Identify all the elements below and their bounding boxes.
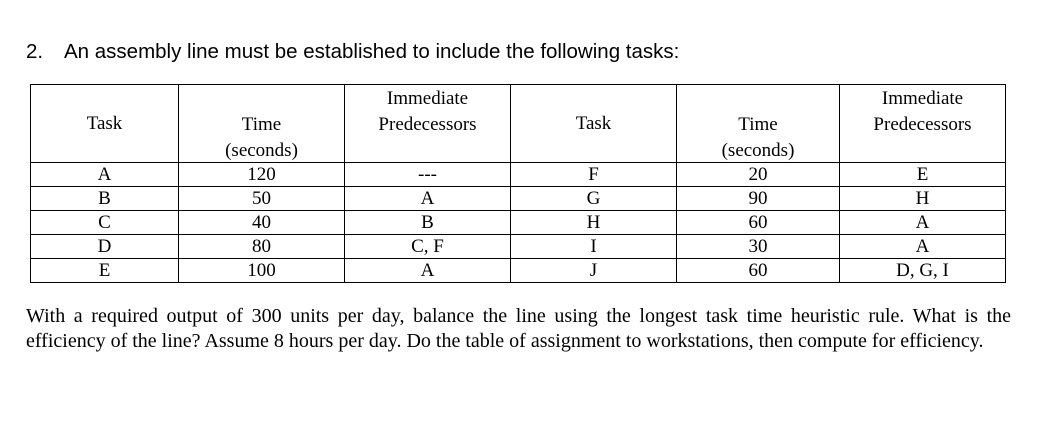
header-task-left — [31, 85, 179, 163]
cell-time-right: 20 — [677, 163, 840, 187]
cell-pred-left: A — [345, 187, 511, 211]
table-row — [31, 211, 1006, 235]
cell-pred-right: A — [840, 235, 1006, 259]
table-row — [31, 235, 1006, 259]
cell-pred-right: H — [840, 187, 1006, 211]
cell-time-right: 30 — [677, 235, 840, 259]
header-time-right-label: Time — [738, 114, 778, 135]
cell-task-right: I — [511, 235, 677, 259]
table-row — [31, 259, 1006, 283]
question-text: An assembly line must be established to include the following tasks: — [64, 40, 680, 63]
header-time-left-unit: (seconds) — [225, 140, 298, 161]
header-pred-left-line2: Predecessors — [378, 114, 477, 135]
cell-task-left: E — [31, 259, 179, 283]
header-time-right-unit: (seconds) — [721, 140, 795, 161]
cell-task-left: A — [31, 163, 179, 187]
header-task-right-label: Task — [575, 113, 612, 134]
cell-time-left: 100 — [179, 259, 345, 283]
header-pred-left-line1: Immediate — [386, 88, 469, 109]
cell-pred-left: A — [345, 259, 511, 283]
cell-time-left: 120 — [179, 163, 345, 187]
header-pred-right — [840, 85, 1006, 163]
question-number: 2. — [26, 40, 44, 63]
table-header-row — [31, 85, 1006, 163]
instructions-paragraph: With a required output of 300 units per day, balance the line using the longest task time heuristic rule. What is the efficiency of the line? Assume 8 hours per day. Do the table of assignment to workstations, then compute for efficiency. — [26, 305, 1011, 352]
cell-time-left: 40 — [179, 211, 345, 235]
table-row — [31, 187, 1006, 211]
header-pred-right-line1: Immediate — [881, 88, 964, 109]
cell-task-left: D — [31, 235, 179, 259]
cell-pred-left: C, F — [345, 235, 511, 259]
header-pred-right-line2: Predecessors — [873, 114, 972, 135]
header-task-right — [511, 85, 677, 163]
cell-task-right: J — [511, 259, 677, 283]
cell-task-right: G — [511, 187, 677, 211]
cell-task-right: H — [511, 211, 677, 235]
table-row — [31, 163, 1006, 187]
task-table — [30, 84, 1006, 283]
cell-task-right: F — [511, 163, 677, 187]
question-header — [26, 40, 679, 64]
cell-pred-right: E — [840, 163, 1006, 187]
cell-task-left: B — [31, 187, 179, 211]
cell-time-left: 50 — [179, 187, 345, 211]
cell-pred-left: --- — [345, 163, 511, 187]
header-task-left-label: Task — [86, 113, 123, 134]
cell-task-left: C — [31, 211, 179, 235]
cell-pred-right: A — [840, 211, 1006, 235]
header-time-right — [677, 85, 840, 163]
header-time-left — [179, 85, 345, 163]
cell-time-right: 60 — [677, 211, 840, 235]
cell-pred-right: D, G, I — [840, 259, 1006, 283]
cell-pred-left: B — [345, 211, 511, 235]
cell-time-right: 90 — [677, 187, 840, 211]
header-time-left-label: Time — [241, 114, 282, 135]
cell-time-left: 80 — [179, 235, 345, 259]
cell-time-right: 60 — [677, 259, 840, 283]
header-pred-left — [345, 85, 511, 163]
